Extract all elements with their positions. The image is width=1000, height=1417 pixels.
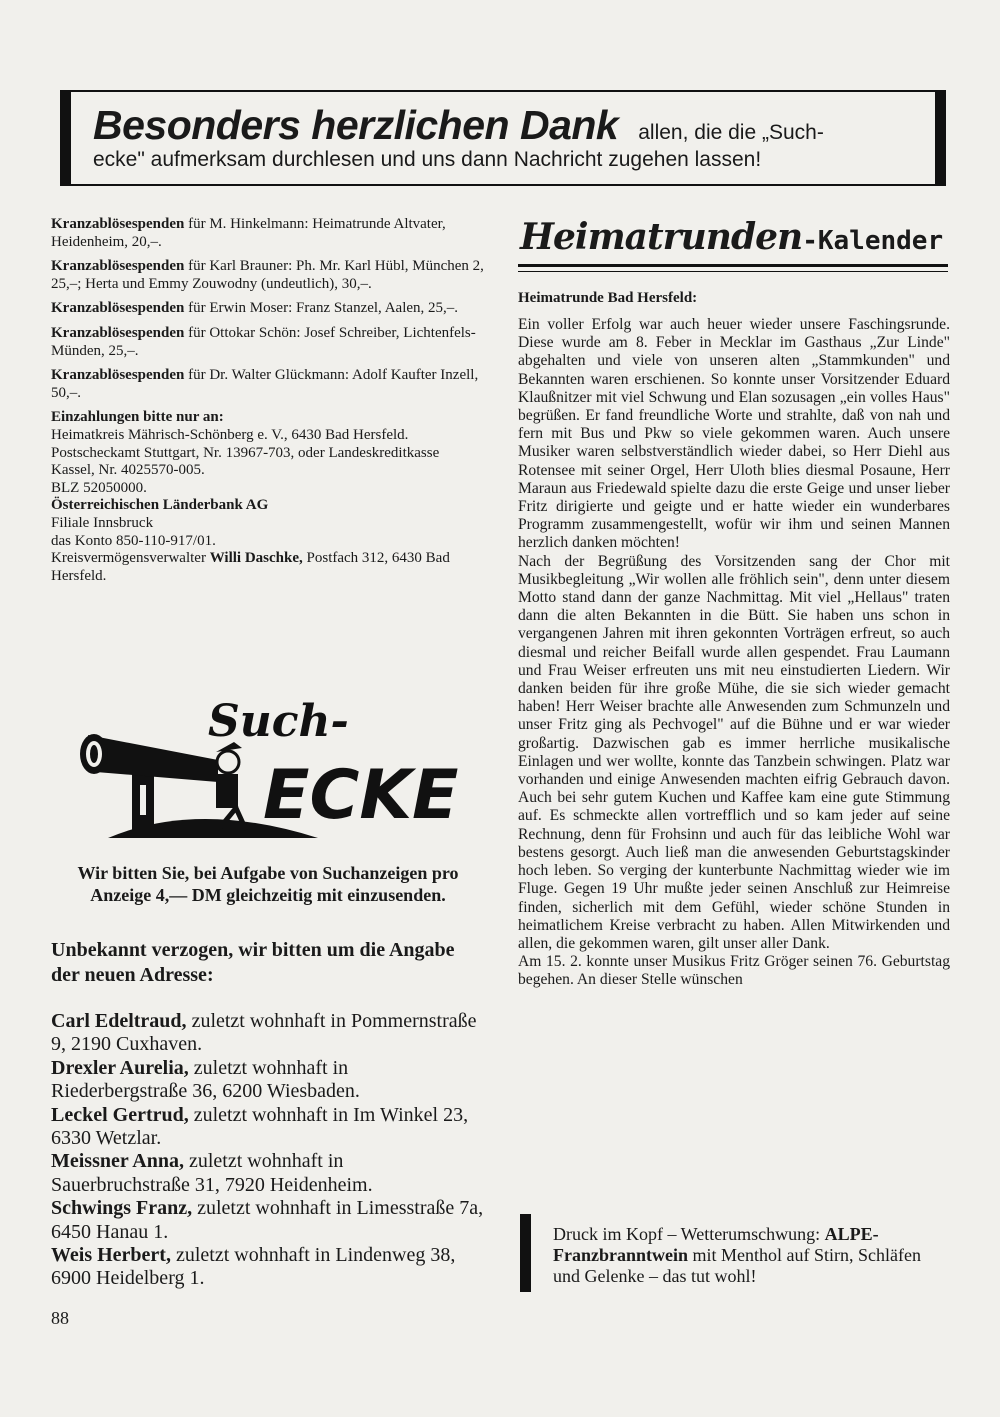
payment-heading: Einzahlungen bitte nur an:: [51, 409, 224, 426]
advertisement-box: [520, 1214, 948, 1292]
banner-headline: Besonders herzlichen Dank: [93, 102, 619, 148]
list-item: Carl Edeltraud, zuletzt wohnhaft in Pommernstraße 9, 2190 Cuxhaven.: [51, 1010, 477, 1056]
ad-text: mit Menthol auf Stirn, Schläfen und Gelenke – das tut wohl!: [553, 1245, 921, 1286]
article-paragraph: Nach der Begrüßung des Vorsitzenden sang der Chor mit Musikbegleitung „Wir wollen alle fröhlich sein", denn unter diesem Motto stand dann der ganze Nachmittag. Mit viel „Hellaus" traten dann die alten Bekannten in die Bütt. Sie haben uns schon in vergangenen Jahren mit ihren gekonnten Vorträgen erfreut, so auch diesmal und reicher Beifall wurde allen gespendet. Frau Laumann und Frau Weiser erfreuten uns mit neu einstudierten Liedern. Wir danken beiden für ihre große Mühe, die sie sich wieder gemacht haben! Herr Weiser brachte alle Anwesenden zum Schmunzeln und unser Fritz ging als Pechvogel" auf die Bühne und er war wieder großartig. Dazwischen gab es immer herrliche musikalische Einlagen und wer wollte, konnte das Tanzbein schwingen. Platz war vorhanden und einige Anwesenden machten eifrig Gebrauch davon. Auch bei sehr gutem Kuchen und Kaffee kam eine gute Stimmung auf. Es schmeckte allen vortrefflich und so kam jeder auf seine Rechnung, denn für Frohsinn und auch für das leibliche Wohl war bestens gesorgt. Auch ließ man die anwesenden Geburtstagskinder hoch leben. So verging der kunterbunte Nachmittag wieder wie im Fluge. Gegen 19 Uhr mußte jeder seinen Anschluß zur Heimreise finden, sicherlich mit dem Gefühl, wieder schöne Stunden in heimatlichem Kreise verbracht zu haben. Allen Mitwirkenden und allen, die gekommen waren, gilt unser aller Dank.: [518, 552, 950, 952]
donation-label: Kranzablösespenden: [51, 367, 185, 384]
list-item: Meissner Anna, zuletzt wohnhaft in Sauerbruchstraße 31, 7920 Heidenheim.: [51, 1150, 373, 1196]
ad-product: ALPE-Franzbranntwein: [553, 1224, 879, 1265]
payment-line: Filiale Innsbruck: [51, 514, 154, 531]
payment-line: BLZ 52050000.: [51, 479, 147, 496]
calendar-title: [520, 216, 948, 258]
page-number: 88: [51, 1308, 69, 1328]
list-item: Drexler Aurelia, zuletzt wohnhaft in Riederbergstraße 36, 6200 Wiesbaden.: [51, 1056, 360, 1103]
fee-notice: Wir bitten Sie, bei Aufgabe von Suchanzeigen pro Anzeige 4,— DM gleichzeitig mit einzusenden.: [77, 863, 459, 905]
list-item: Schwings Franz, zuletzt wohnhaft in Limesstraße 7a, 6450 Hanau 1.: [51, 1197, 484, 1243]
donation-label: Kranzablösespenden: [51, 300, 185, 317]
donation-entry: [51, 367, 485, 402]
donation-label: Kranzablösespenden: [51, 258, 185, 275]
person-name: Leckel Gertrud,: [51, 1103, 189, 1126]
person-name: Carl Edeltraud,: [51, 1010, 187, 1032]
donation-label: Kranzablösespenden: [51, 324, 185, 341]
donation-text: für Erwin Moser: Franz Stanzel, Aalen, 25,–.: [184, 300, 459, 317]
list-item: Weis Herbert, zuletzt wohnhaft in Lindenweg 38, 6900 Heidelberg 1.: [51, 1244, 456, 1290]
article-body: [518, 316, 950, 990]
figure-icon: [217, 751, 239, 773]
banner-text-1: allen, die die „Such-: [638, 121, 824, 144]
donation-entry: [51, 300, 485, 318]
ad-text: Druck im Kopf – Wetterumschwung:: [553, 1224, 825, 1244]
bank-name: Österreichischen Länderbank AG: [51, 497, 269, 514]
divider: [518, 271, 948, 272]
unknown-address-heading: Unbekannt verzogen, wir bitten um die Angabe der neuen Adresse:: [51, 939, 455, 986]
donation-text: für Ottokar Schön: Josef Schreiber, Lichtenfels-Münden, 25,–.: [51, 324, 476, 359]
donation-text: für M. Hinkelmann: Heimatrunde Altvater, Heidenheim, 20,–.: [51, 216, 446, 250]
article-paragraph: Ein voller Erfolg war auch heuer wieder unsere Faschingsrunde. Diese wurde am 8. Feber in Mecklar im Gasthaus „Zur Linde" abgehalten und viele von unseren alten „Stammkunden" und Bekannten waren erschienen. So konnte unser Vorsitzender Eduard Klaußnitzer mit viel Schwung und Elan sozusagen „ein volles Haus" begrüßen. Er fand freundliche Worte und strahlte, daß von nah und fern mit Bus und Pkw so viele gekommen waren. Auch unsere Musiker waren selbstverständlich wieder dabei, so Herr Diehl aus Rotensee mit seiner Orgel, Herr Uloth blies diesmal Posaune, Herr Maraun aus Friedewald spielte dazu die erste Geige und unser lieber Fritz dirigierte und geigte und er hatte wieder ein wunderbares Programm zusammengestellt, wofür wir ihm und seinen Mannen herzlich danken möchten!: [518, 316, 950, 552]
treasurer-name: Willi Daschke,: [209, 550, 303, 567]
article-paragraph: Am 15. 2. konnte unser Musikus Fritz Gröger seinen 76. Geburtstag begehen. An dieser Stelle wünschen: [518, 953, 950, 989]
person-name: Drexler Aurelia,: [51, 1056, 189, 1079]
list-item: Leckel Gertrud, zuletzt wohnhaft in Im Winkel 23, 6330 Wetzlar.: [51, 1103, 469, 1150]
payment-info: [51, 409, 485, 585]
donation-entry: [51, 258, 485, 293]
thank-you-banner: [60, 90, 946, 186]
person-name: Weis Herbert,: [51, 1244, 171, 1267]
donation-text: für Dr. Walter Glückmann: Adolf Kaufter Inzell, 50,–.: [51, 367, 479, 401]
donation-entry: [51, 216, 485, 251]
section-subheading: Heimatrunde Bad Hersfeld:: [518, 290, 698, 306]
payment-line: Postscheckamt Stuttgart, Nr. 13967-703, oder Landeskreditkasse Kassel, Nr. 4025570-005.: [51, 444, 440, 479]
divider: [518, 264, 948, 267]
such-ecke-logo: [68, 690, 488, 840]
banner-text-2: ecke" aufmerksam durchlesen und uns dann Nachricht zugehen lassen!: [93, 148, 762, 171]
banner-line-1: [93, 102, 824, 149]
person-name: Schwings Franz,: [51, 1197, 193, 1220]
payment-line: Heimatkreis Mährisch-Schönberg e. V., 6430 Bad Hersfeld.: [51, 426, 409, 443]
calendar-title-script: Heimatrunden: [520, 216, 803, 258]
payment-line: Kreisvermögensverwalter Willi Daschke, Postfach 312, 6430 Bad Hersfeld.: [51, 550, 450, 584]
logo-word-ecke: ECKE: [263, 756, 459, 835]
donation-label: Kranzablösespenden: [51, 216, 185, 232]
donations-column: [51, 216, 485, 585]
missing-persons-list: [51, 1010, 485, 1291]
donation-text: für Karl Brauner: Ph. Mr. Karl Hübl, München 2, 25,–; Herta und Emmy Zouwodny (undeutlich), 30,–.: [51, 258, 484, 292]
payment-line: das Konto 850-110-917/01.: [51, 532, 216, 549]
calendar-title-rest: -Kalender: [802, 226, 944, 256]
logo-word-such: Such-: [208, 696, 349, 747]
person-name: Meissner Anna,: [51, 1150, 184, 1173]
donation-entry: [51, 325, 485, 360]
